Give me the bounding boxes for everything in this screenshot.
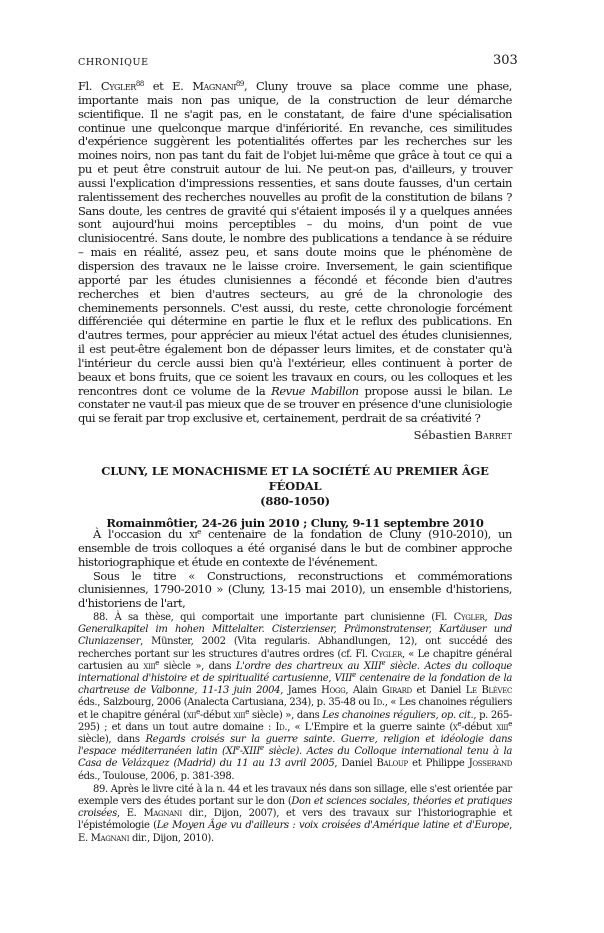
body-paragraph: Fl. Cygler$^{88}$ et E. Magnani$^{89}$, Cluny trouve sa place comme une phase, importante mais non pas unique, de la construction de leur démarche scientifique. Il ne s'agit pas, en le constatant, de faire d'une spécialisation continue une quelconque marque d'infériorité. En revanche, ces similitudes d'expérience suggèrent les potentialités offertes par les recherches sur les moines noirs, non pas tant du fait de l'objet lui-même que grâce à tout ce qui a pu et peut être construit autour de lui. Ne peut-on pas, d'ailleurs, y trouver aussi l'explication d'impressions ressenties, et sans doute fausses, d'un certain ralentissement des recherches nouvelles au profit de la constitution de bilans ? Sans doute, les centres de gravité qui s'étaient imposés il y a quelques années sont aujourd'hui moins perceptibles – du moins, d'un point de vue clunisiocentré. Sans doute, le nombre des publications a tendance à se réduire – mais en réalité, assez peu, et sans doute moins que le phénomène de dispersion des travaux ne le laisse croire. Inversement, le gain scientifique apporté par les études clunisiennes a fécondé et féconde bien d'autres recherches et bien d'autres secteurs, au gré de la chronologie des cheminements personnels. C'est aussi, du reste, cette chronologie forcément différenciée qui détermine en partie le flux et le reflux des publications. En d'autres termes, pour apprécier au mieux l'état actuel des études clunisiennes, il est peut-être également bon de dépasser leurs limites, et de constater qu'à l'intérieur du cercle aussi bien qu'à l'extérieur, elles continuent à porter de beaux et bons fruits, que ce soient les travaux en cours, ou les colloques et les rencontres dont ce volume de la Revue Mabillon propose aussi le bilan. Le constater ne vaut-il pas mieux que de se trouver en présence d'une clunisiologie qui se ferait par trop exclusive et, certainement, perdrait de sa créativité ? xyxy=(78,79,512,426)
author-signature: Sébastien Barret xyxy=(413,428,512,443)
running-title: CHRONIQUE xyxy=(78,57,149,68)
body-paragraph: Sous le titre « Constructions, reconstructions et commémorations clunisiennes, 1790-2010 » (Cluny, 13-15 mai 2010), un ensemble d'historiens, d'historiens de l'art, xyxy=(78,568,512,611)
article-title-block xyxy=(78,464,512,531)
body-paragraph: À l'occasion du $xi^e$ centenaire de la fondation de Cluny (910-2010), un ensemble de trois colloques a été organisé dans le but de combiner approche historiographique et étude en contexte de l'événement. xyxy=(78,527,512,569)
article-intro xyxy=(78,528,512,611)
footnote-88: 88. À sa thèse, qui comportait une importante part clunisienne (Fl. Cygler, Das Generalkapitel im hohen Mittelalter. Cisterzienser, Prämonstratenser, Kartäuser und Cluniazenser, Münster, 2002 (Vita regularis. Abhandlungen, 12), ont succédé des recherches portant sur les structures d'autres ordres (cf. Fl. Cygler, « Le chapitre général cartusien au xiii$^e$ siècle », dans L'ordre des chartreux au XIIIe siècle. Actes du colloque international d'histoire et de spiritualité cartusienne, VIIIe centenaire de la fondation de la chartreuse de Valbonne, 11-13 juin 2004, James Hogg, Alain Girard et Daniel Le Blévec éds., Salzbourg, 2006 (Analecta Cartusiana, 234), p. 35-48 ou Id., « Les chanoines réguliers et le chapitre général (xii$^e$-début xiii$^e$ siècle) », dans Les chanoines réguliers, op. cit., p. 265-295) ; et dans un tout autre domaine : Id., « L'Empire et la guerre sainte ($x^e$-début xiii$^e$ siècle), dans Regards croisés sur la guerre sainte. Guerre, religion et idéologie dans l'espace méditerranéen latin (XIe-XIIIe siècle). Actes du Colloque international tenu à la Casa de Velázquez (Madrid) du 11 au 13 avril 2005, Daniel Baloup et Philippe Josserand éds., Toulouse, 2006, p. 381-398. xyxy=(78,612,513,782)
article-title: CLUNY, LE MONACHISME ET LA SOCIÉTÉ AU PREMIER ÂGE FÉODAL xyxy=(101,464,489,493)
review-conclusion xyxy=(78,80,512,443)
page-number: 303 xyxy=(493,53,518,68)
footnote-89: 89. Après le livre cité à la n. 44 et les travaux nés dans son sillage, elle s'est orientée par exemple vers des études portant sur le don (Don et sciences sociales, théories et pratiques croisées, E. Magnani dir., Dijon, 2007), et vers des travaux sur l'historiographie et l'épistémologie (Le Moyen Âge vu d'ailleurs : voix croisées d'Amérique latine et d'Europe, E. Magnani dir., Dijon, 2010). xyxy=(78,783,513,844)
article-subtitle: Romainmôtier, 24-26 juin 2010 ; Cluny, 9-11 septembre 2010 xyxy=(106,516,484,530)
journal-title: Revue Mabillon xyxy=(271,383,359,398)
author-name: Cygler xyxy=(100,79,136,93)
footnote-ref-89: 89 xyxy=(235,80,244,88)
author-name: Magnani xyxy=(192,79,236,93)
article-title-dates: (880-1050) xyxy=(260,494,330,508)
footnotes xyxy=(78,612,512,845)
footnote-ref-88: 88 xyxy=(135,80,144,88)
